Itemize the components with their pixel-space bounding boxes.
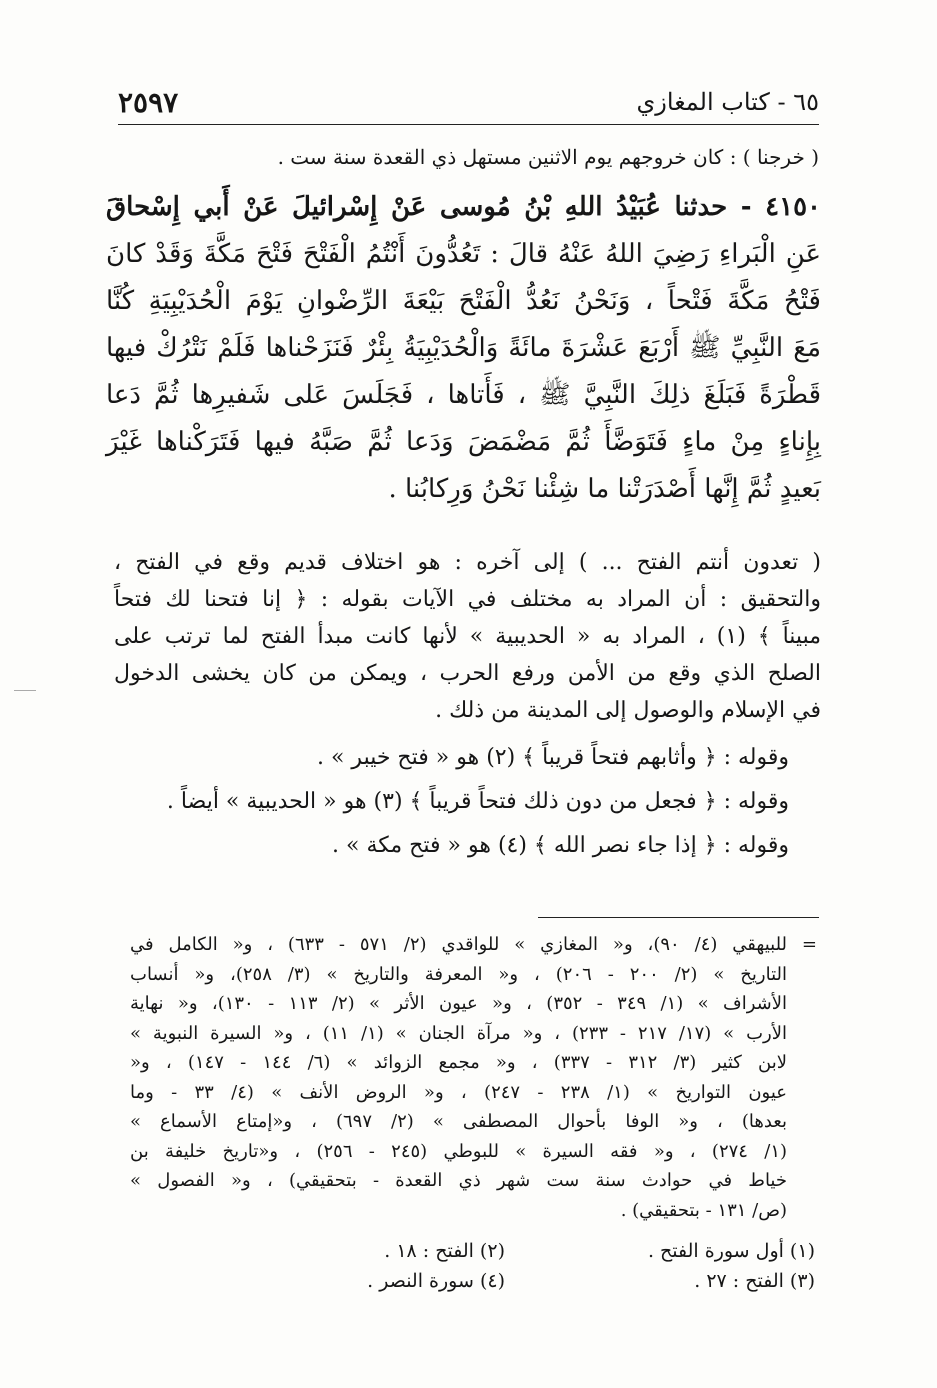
commentary [114,544,821,729]
footnote-line: (ص/ ١٣١ - بتحقيقي) . [620,1199,787,1221]
footnote-line: (١/ ٢٧٤) ، و« فقه السيرة » للبوطي (٢٤٥ - ٢٥٦) ، و«تاريخ خليفة بن [130,1140,788,1162]
reference-item: (٣) الفتح : ٢٧ . [694,1270,815,1292]
footnote-line: التاريخ » (٢/ ٢٠٠ - ٢٠٦) ، و« المعرفة والتاريخ » (٣/ ٢٥٨)، و« أنساب [130,963,787,985]
hadith-line: بَعيدٍ ثُمَّ إِنَّها أَصْدَرَتْنا ما شِئْنا نَحْنُ وَرِكابُنا . [388,474,821,504]
reference-row [260,1270,815,1300]
commentary-line: ( تعدون أنتم الفتح ... ) إلى آخره : هو اختلاف قديم وقع في الفتح ، [114,550,821,575]
hadith-line: بِإِناءٍ مِنْ ماءٍ فَتَوَضَّأَ ثُمَّ مَضْمَضَ وَدَعا ثُمَّ صَبَّهُ فيها فَتَرَكْناها غَيْرَ [106,427,821,457]
page-number: ٢٥٩٧ [118,86,179,119]
commentary-line: مبيناً ﴾ (١) ، المراد به « الحديبية » لأنها كانت مبدأ الفتح لما ترتب على [114,624,821,649]
footnote-line: عيون التواريخ » (١/ ٢٣٨ - ٢٤٧) ، و« الروض الأنف » (٤/ ٣٣ - وما [130,1081,788,1103]
verse-list [114,736,789,868]
hadith-line: فَتْحُ مَكَّةَ فَتْحاً ، وَنَحْنُ نَعُدُّ الْفَتْحَ بَيْعَةَ الرِّضْوانِ يَوْمَ الْحُدَيْبِيَةِ كُنَّا [106,286,821,316]
footnotes [130,930,787,1225]
verse-line: وقوله : ﴿ إذا جاء نصر الله ﴾ (٤) هو « فتح مكة » . [332,833,789,858]
hadith-line: ٤١٥٠ - حدثنا عُبَيْدُ اللهِ بْنُ مُوسى عَنْ إِسْرائيلَ عَنْ أَبي إِسْحاقَ [106,192,821,222]
intro-note: ( خرجنا ) : كان خروجهم يوم الاثنين مستهل ذي القعدة سنة ست . [277,145,819,169]
footnote-line: خياط في حوادث سنة ست شهر ذي القعدة - بتحقيقي) ، و« الفصول » [130,1170,787,1191]
reference-item: (٢) الفتح : ١٨ . [384,1240,505,1262]
commentary-line: في الإسلام والوصول إلى المدينة من ذلك . [435,698,821,723]
verse-line: وقوله : ﴿ وأثابهم فتحاً قريباً ﴾ (٢) هو « فتح خيبر » . [316,745,789,770]
commentary-line: الصلح الذي وقع من الأمن ورفع الحرب ، ويمكن من كان يخشى الدخول [114,661,821,686]
page-header [118,86,819,125]
footnote-line: الأرب » (١٧/ ٢١٧ - ٢٣٣) ، و« مرآة الجنان » (١/ ١١) ، و« السيرة النبوية » [130,1022,788,1044]
footnote-line: للبيهقي (٤/ ٩٠)، و« المغازي » للواقدي (٢/ ٥٧١ - ٦٣٣) ، و« الكامل في [130,934,788,955]
chapter-title: ٦٥ - كتاب المغازي [636,88,819,116]
footnote-divider [538,917,819,918]
verse-line: وقوله : ﴿ فجعل من دون ذلك فتحاً قريباً ﴾ (٣) هو « الحديبية » أيضاً . [166,789,789,814]
hadith-line: قَطْرَةً فَبَلَغَ ذلِكَ النَّبِيَّ ﷺ ، فَأَتاها ، فَجَلَسَ عَلى شَفيرِها ثُمَّ دَعا [106,380,821,410]
commentary-line: والتحقيق : أن المراد به مختلف في الآيات بقوله : ﴿ إنا فتحنا لك فتحاً [114,587,821,612]
verse-references [260,1240,815,1300]
hadith-text [106,184,821,513]
reference-row [260,1240,815,1270]
footnote-continuation-marker: = [801,934,817,955]
hadith-line: مَعَ النَّبِيِّ ﷺ أَرْبَعَ عَشْرَةَ مائَةً وَالْحُدَيْبِيَةُ بِئْرٌ فَنَزَحْناها فَلَمْ نَتْرُكْ فيها [106,333,821,363]
footnote-line: بعدها) ، و« الوفا بأحوال المصطفى » (٢/ ٦٩٧) ، و«إمتاع الأسماع » [130,1111,787,1132]
reference-item: (١) أول سورة الفتح . [647,1240,815,1262]
scan-margin-mark [14,690,36,691]
hadith-line: عَنِ الْبَراءِ رَضِيَ اللهُ عَنْهُ قالَ : تَعُدُّونَ أَنْتُمُ الْفَتْحَ فَتْحَ مَكَّةَ وَقَدْ كانَ [106,239,821,269]
reference-item: (٤) سورة النصر . [367,1270,505,1292]
footnote-line: الأشراف » (١/ ٣٤٩ - ٣٥٢) ، و« عيون الأثر » (٢/ ١١٣ - ١٣٠)، و« نهاية [130,993,787,1014]
footnote-line: لابن كثير (٣/ ٣١٢ - ٣٣٧) ، و« مجمع الزوائد » (٦/ ١٤٤ - ١٤٧) ، و« [130,1052,787,1073]
